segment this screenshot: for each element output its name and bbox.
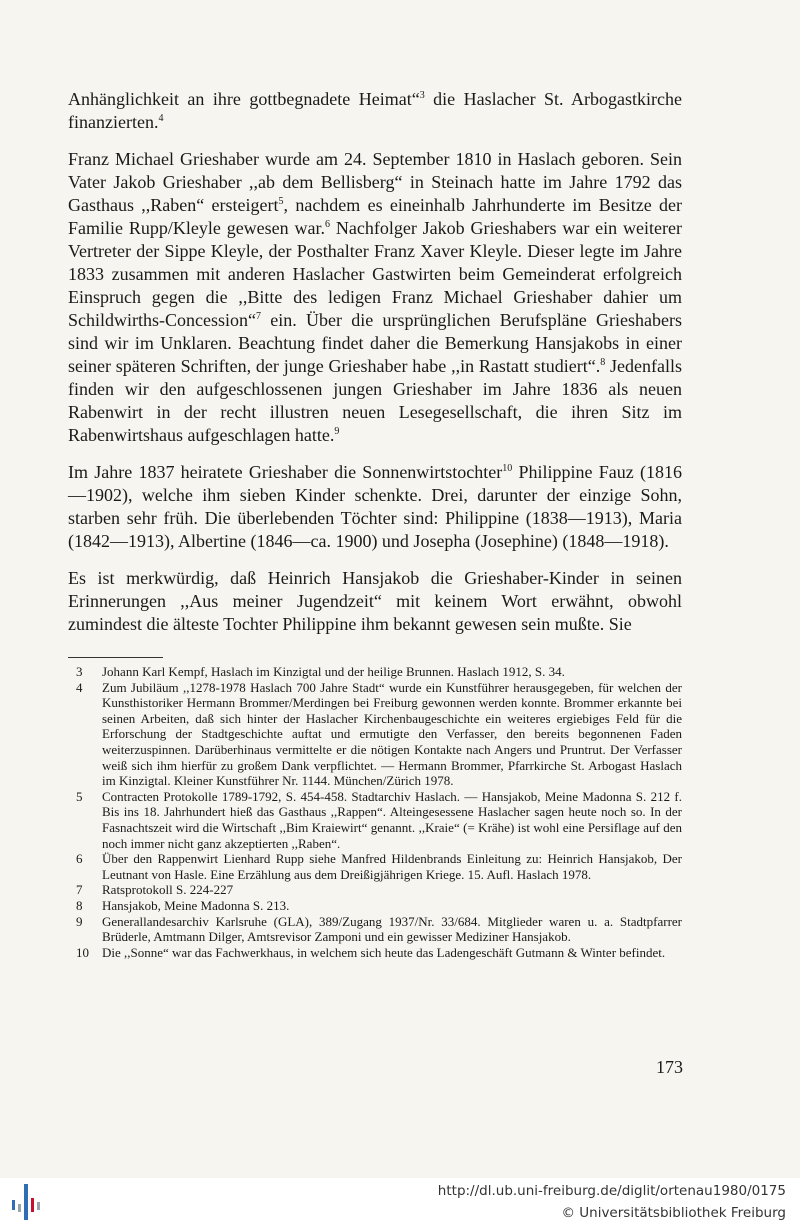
footnote-item [68, 664, 682, 680]
paragraph-text: Anhänglichkeit an ihre gottbegnadete Heimat“ [68, 89, 420, 109]
footnote-number: 6 [76, 851, 83, 867]
footnote-reference[interactable]: 4 [158, 113, 164, 124]
footnote-item [68, 789, 682, 851]
footnote-item [68, 898, 682, 914]
footnote-text: Über den Rappenwirt Lienhard Rupp siehe Manfred Hildenbrands Einleitung zu: Heinrich Hansjakob, Der Leutnant von Hasle. Eine Erzählung aus dem Dreißigjährigen Kriege. 15. Aufl. Haslach 1978. [102, 851, 682, 882]
paragraph-text: ein. Über die ursprünglichen Berufspläne Grieshabers sind wir im Unklaren. Beachtung findet daher die Bemerkung Hansjakobs in einer seiner späteren Schriften, der junge Grieshaber habe ,,in Rastatt studiert“. [68, 310, 682, 376]
footnote-item [68, 882, 682, 898]
paragraph-text: die Haslacher St. Arbogastkirche finanzierten. [68, 89, 682, 132]
source-url-link[interactable]: http://dl.ub.uni-freiburg.de/diglit/ortenau1980/0175 [437, 1183, 786, 1199]
page-number: 173 [656, 1057, 683, 1077]
body-paragraph [68, 461, 682, 553]
body-paragraph [68, 88, 682, 134]
paragraph-text: Es ist merkwürdig, daß Heinrich Hansjakob die Grieshaber-Kinder in seinen Erinnerungen ,,Aus meiner Jugendzeit“ mit keinem Wort erwähnt, obwohl zumindest die älteste Tochter Philippine ihm bekannt gewesen sein mußte. Sie [68, 568, 682, 634]
footnote-number: 10 [76, 944, 89, 960]
footnotes [68, 664, 682, 960]
footnote-reference[interactable]: 3 [419, 90, 425, 101]
footnote-text: Contracten Protokolle 1789-1792, S. 454-458. Stadtarchiv Haslach. — Hansjakob, Meine Madonna S. 212 f. Bis ins 18. Jahrhundert hieß das Gasthaus ,,Rappen“. Alteingesessene Haslacher sagen heute noch so. In der Fasnachtszeit wird die Wirtschaft ,,Bim Kraiewirt“ genannt. ,,Kraie“ (= Krähe) ist wohl eine Persiflage auf den noch immer nicht ganz akzeptierten ,,Raben“. [102, 788, 682, 851]
footnote-number: 5 [76, 788, 83, 804]
footnote-reference[interactable]: 10 [502, 463, 513, 474]
footnote-number: 4 [76, 679, 83, 695]
footnote-reference[interactable]: 5 [278, 196, 284, 207]
footnote-text: Hansjakob, Meine Madonna S. 213. [102, 897, 290, 913]
footnote-text: Zum Jubiläum ,,1278-1978 Haslach 700 Jahre Stadt“ wurde ein Kunstführer herausgegeben, für welchen der Kunsthistoriker Hermann Brommer/Merdingen bei Freiburg gewonnen werden konnte. Brommer erkannte bei seinen Arbeiten, daß sich hinter der Haslacher Kirchenbaugeschichte ein weiteres ergiebiges Feld für die Erforschung der Stadtgeschichte auftat und ermutigte den Verfasser, den bereits begonnenen Faden weiterzuspinnen. Darüberhinaus vermittelte er die nötigen Kontakte nach Angers und Pruntrut. Der Verfasser weiß sich ihm hierfür zu großem Dank verpflichtet. — Hermann Brommer, Pfarrkirche St. Arbogast Haslach im Kinzigtal. Kleiner Kunstführer Nr. 1144. München/Zürich 1978. [102, 679, 682, 789]
footnote-item [68, 945, 682, 961]
paragraph-text: , nachdem es eineinhalb Jahrhunderte im Besitze der Familie Rupp/Kleyle gewesen war. [68, 195, 682, 238]
body-paragraph [68, 567, 682, 636]
paragraph-text: Im Jahre 1837 heiratete Grieshaber die Sonnenwirtstochter [68, 462, 503, 482]
footnote-item [68, 851, 682, 882]
footnote-item [68, 914, 682, 945]
footnote-reference[interactable]: 7 [255, 311, 261, 322]
footnote-number: 3 [76, 664, 83, 679]
body-text [68, 88, 682, 650]
footnote-text: Die ,,Sonne“ war das Fachwerkhaus, in welchem sich heute das Ladengeschäft Gutmann & Winter befindet. [102, 944, 666, 960]
footnote-reference[interactable]: 9 [334, 426, 340, 437]
footnote-item [68, 680, 682, 789]
footnote-text: Ratsprotokoll S. 224-227 [102, 882, 234, 898]
footnote-text: Johann Karl Kempf, Haslach im Kinzigtal und der heilige Brunnen. Haslach 1912, S. 34. [102, 664, 565, 679]
footer-bar [0, 1178, 800, 1226]
footnote-reference[interactable]: 6 [325, 219, 331, 230]
paragraph-text: Franz Michael Grieshaber wurde am 24. September 1810 in Haslach geboren. Sein Vater Jakob Grieshaber ,,ab dem Bellisberg“ in Steinach hatte im Jahre 1792 das Gasthaus ,,Raben“ ersteigert [68, 149, 682, 215]
body-paragraph [68, 148, 682, 447]
footnote-reference[interactable]: 8 [600, 357, 606, 368]
footnote-number: 7 [76, 882, 83, 898]
ub-freiburg-logo-icon [8, 1180, 52, 1224]
footnote-separator [68, 657, 163, 658]
footnote-number: 9 [76, 913, 83, 929]
paragraph-text: Philippine Fauz (1816—1902), welche ihm sieben Kinder schenkte. Drei, darunter der einzige Sohn, starben sehr früh. Die überlebenden Töchter sind: Philippine (1838—1913), Maria (1842—1913), Albertine (1846—ca. 1900) und Josepha (Josephine) (1848—1918). [68, 462, 682, 551]
copyright-text: © Universitätsbibliothek Freiburg [561, 1205, 786, 1221]
paragraph-text: Jedenfalls finden wir den aufgeschlossenen jungen Grieshaber im Jahre 1836 als neuen Rabenwirt in der recht illustren neuen Lesegesellschaft, die ihren Sitz im Rabenwirtshaus aufgeschlagen hatte. [68, 356, 682, 445]
footnote-number: 8 [76, 897, 83, 913]
footnote-text: Generallandesarchiv Karlsruhe (GLA), 389/Zugang 1937/Nr. 33/684. Mitglieder waren u. a. Stadtpfarrer Brüderle, Amtmann Dilger, Amtsrevisor Zamponi und ein gewisser Mediziner Hansjakob. [102, 913, 682, 945]
paragraph-text: Nachfolger Jakob Grieshabers war ein weiterer Vertreter der Sippe Kleyle, der Posthalter Franz Xaver Kleyle. Dieser legte im Jahre 1833 zusammen mit anderen Haslacher Gastwirten beim Gemeinderat erfolgreich Einspruch gegen die ,,Bitte des ledigen Franz Michael Grieshaber dahier um Schildwirths-Concession“ [68, 218, 682, 330]
